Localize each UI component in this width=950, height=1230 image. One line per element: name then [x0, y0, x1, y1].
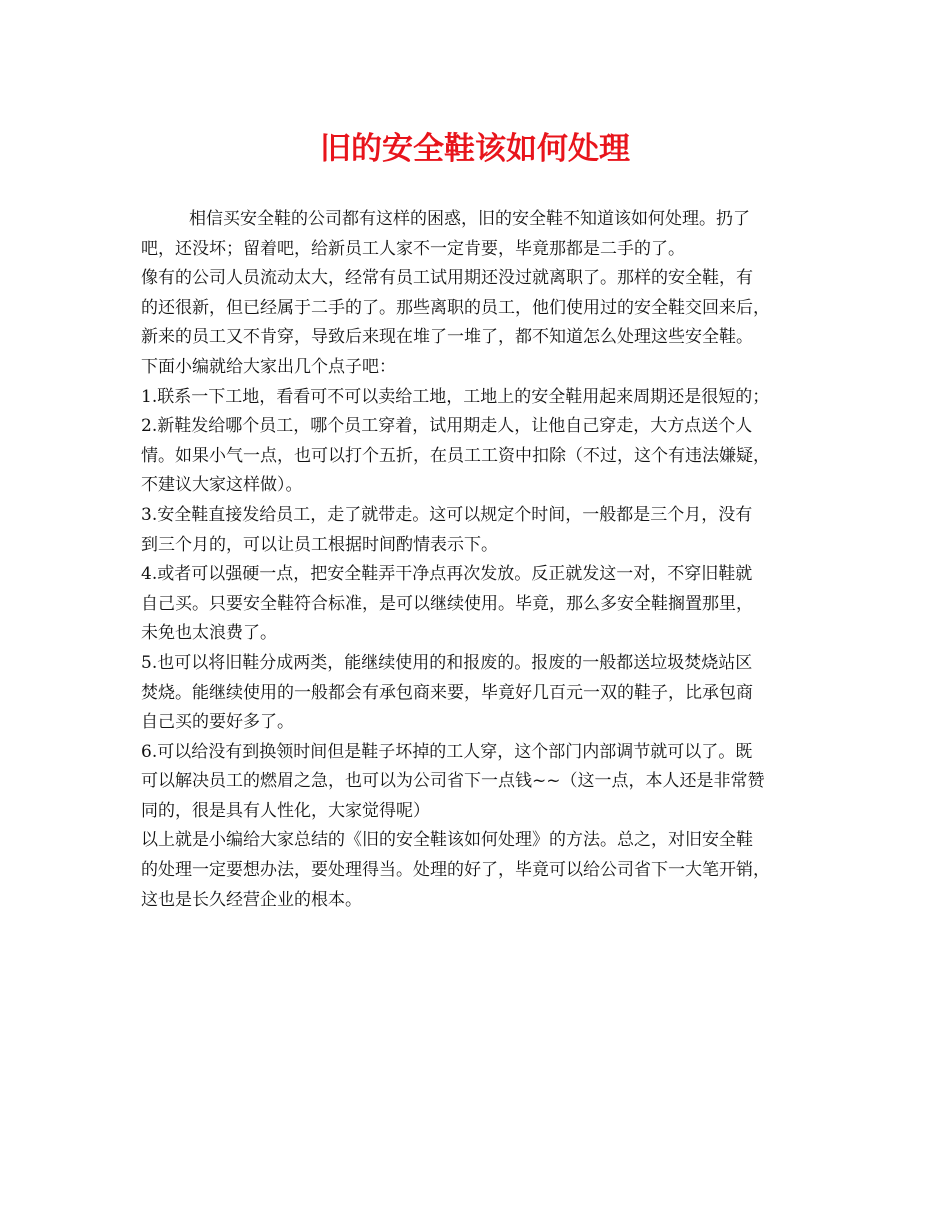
document-body: [141, 205, 831, 915]
body-line: 以上就是小编给大家总结的《旧的安全鞋该如何处理》的方法。总之，对旧安全鞋: [141, 830, 753, 851]
body-line: 自己买。只要安全鞋符合标准，是可以继续使用。毕竟，那么多安全鞋搁置那里，: [141, 593, 753, 614]
body-line: 的处理一定要想办法，要处理得当。处理的好了，毕竟可以给公司省下一大笔开销，: [141, 860, 770, 881]
body-line: 可以解决员工的燃眉之急，也可以为公司省下一点钱~~（这一点，本人还是非常赞: [141, 771, 765, 792]
body-line: 同的，很是具有人性化，大家觉得呢）: [141, 800, 430, 821]
body-line: 自己买的要好多了。: [141, 712, 294, 733]
body-line: 情。如果小气一点，也可以打个五折，在员工工资中扣除（不过，这个有违法嫌疑，: [141, 445, 770, 466]
body-line: 相信买安全鞋的公司都有这样的困惑，旧的安全鞋不知道该如何处理。扔了: [189, 209, 750, 229]
body-line: 2.新鞋发给哪个员工，哪个员工穿着，试用期走人，让他自己穿走，大方点送个人: [141, 416, 753, 437]
body-line: 下面小编就给大家出几个点子吧：: [141, 356, 396, 377]
body-line: 未免也太浪费了。: [141, 623, 277, 644]
document-title: 旧的安全鞋该如何处理: [320, 131, 630, 167]
body-line: 这也是长久经营企业的根本。: [141, 889, 362, 910]
body-line: 1.联系一下工地，看看可不可以卖给工地，工地上的安全鞋用起来周期还是很短的；: [141, 386, 770, 407]
body-line: 5.也可以将旧鞋分成两类，能继续使用的和报废的。报废的一般都送垃圾焚烧站区: [141, 652, 753, 673]
body-line: 3.安全鞋直接发给员工，走了就带走。这可以规定个时间，一般都是三个月，没有: [141, 504, 753, 525]
body-line: 吧，还没坏；留着吧，给新员工人家不一定肯要，毕竟那都是二手的了。: [141, 238, 685, 259]
body-line: 焚烧。能继续使用的一般都会有承包商来要，毕竟好几百元一双的鞋子，比承包商: [141, 682, 753, 703]
body-line: 到三个月的，可以让员工根据时间酌情表示下。: [141, 534, 498, 555]
body-line: 新来的员工又不肯穿，导致后来现在堆了一堆了，都不知道怎么处理这些安全鞋。: [141, 327, 753, 348]
body-line: 像有的公司人员流动太大，经常有员工试用期还没过就离职了。那样的安全鞋，有: [141, 268, 753, 289]
body-line: 6.可以给没有到换领时间但是鞋子坏掉的工人穿，这个部门内部调节就可以了。既: [141, 741, 753, 762]
body-line: 不建议大家这样做）。: [141, 475, 303, 496]
body-line: 的还很新，但已经属于二手的了。那些离职的员工，他们使用过的安全鞋交回来后，: [141, 297, 770, 318]
body-line: 4.或者可以强硬一点，把安全鞋弄干净点再次发放。反正就发这一对，不穿旧鞋就: [141, 564, 753, 585]
